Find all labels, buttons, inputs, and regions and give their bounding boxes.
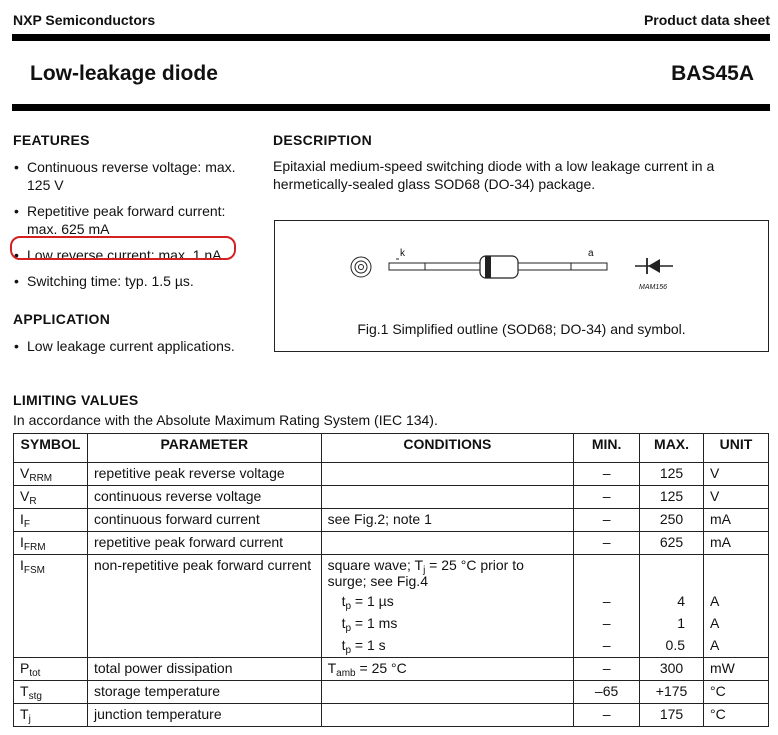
cell-conditions: [321, 532, 574, 555]
cell-min: –: [574, 613, 640, 635]
features-list: [13, 158, 253, 290]
cell-max: 250: [640, 509, 704, 532]
cell-unit: mA: [704, 509, 769, 532]
table-row: [14, 658, 769, 681]
end-view-middle-ring: [355, 261, 367, 273]
application-list: [13, 337, 263, 355]
cell-conditions: $t_p = 1$ µs: [321, 591, 574, 613]
description-section: [273, 132, 763, 193]
cell-min: –: [574, 591, 640, 613]
col-parameter: PARAMETER: [87, 434, 321, 463]
cell-unit: °C: [704, 704, 769, 727]
cell-unit: [704, 555, 769, 592]
cell-max: 300: [640, 658, 704, 681]
cell-max: 125: [640, 486, 704, 509]
cell-unit: A: [704, 635, 769, 658]
cathode-band: [485, 256, 491, 278]
cell-parameter: junction temperature: [87, 704, 321, 727]
feature-item: • Continuous reverse voltage: max. 125 V: [13, 158, 253, 194]
cell-symbol: $I_{FRM}$: [14, 532, 88, 555]
end-view-inner-ring: [359, 265, 364, 270]
cell-min: –: [574, 532, 640, 555]
cell-parameter: repetitive peak forward current: [87, 532, 321, 555]
cell-min: [574, 555, 640, 592]
cell-conditions: [321, 486, 574, 509]
cell-unit: V: [704, 486, 769, 509]
table-row: [14, 555, 769, 592]
table-subrow: [14, 613, 769, 635]
table-row: [14, 704, 769, 727]
cell-min: –65: [574, 681, 640, 704]
application-section: [13, 311, 263, 363]
cell-min: –: [574, 463, 640, 486]
cell-parameter: total power dissipation: [87, 658, 321, 681]
header-rule: [12, 34, 770, 41]
cell-conditions: $t_p = 1$ s: [321, 635, 574, 658]
cell-min: –: [574, 635, 640, 658]
description-heading: DESCRIPTION: [273, 132, 372, 148]
cell-symbol: $T_{stg}$: [14, 681, 88, 704]
cell-max: [640, 555, 704, 592]
cell-symbol: $P_{tot}$: [14, 658, 88, 681]
cell-unit: V: [704, 463, 769, 486]
application-item: • Low leakage current applications.: [13, 337, 263, 355]
application-heading: APPLICATION: [13, 311, 111, 327]
cell-max: 4: [640, 591, 704, 613]
col-max: MAX.: [640, 434, 704, 463]
table-row: [14, 463, 769, 486]
product-title: Low-leakage diode: [30, 62, 218, 85]
limiting-values-intro: In accordance with the Absolute Maximum Rating System (IEC 134).: [13, 412, 438, 428]
table-subrow: [14, 635, 769, 658]
title-rule: [12, 104, 770, 111]
cell-symbol: $T_j$: [14, 704, 88, 727]
highlight-annotation: [10, 236, 236, 260]
cell-min: –: [574, 486, 640, 509]
symbol-triangle: [648, 259, 660, 273]
cell-parameter: storage temperature: [87, 681, 321, 704]
lead-a-segment: [571, 263, 607, 270]
cell-symbol: $V_{RRM}$: [14, 463, 88, 486]
table-row: [14, 509, 769, 532]
cell-max: 175: [640, 704, 704, 727]
table-header-row: [14, 434, 769, 463]
cell-conditions: see Fig.2; note 1: [321, 509, 574, 532]
cell-parameter: non-repetitive peak forward current: [87, 555, 321, 592]
cell-unit: A: [704, 591, 769, 613]
col-min: MIN.: [574, 434, 640, 463]
col-unit: UNIT: [704, 434, 769, 463]
end-view-outer-ring: [351, 257, 371, 277]
cell-parameter: repetitive peak reverse voltage: [87, 463, 321, 486]
feature-item-highlighted: • Low reverse current: max. 1 nA: [13, 246, 253, 264]
cell-unit: mW: [704, 658, 769, 681]
figure-code: MAM156: [639, 284, 668, 291]
features-section: [13, 132, 253, 298]
document-type: Product data sheet: [643, 12, 770, 28]
cell-min: –: [574, 509, 640, 532]
feature-item: • Repetitive peak forward current: max. 625 mA: [13, 202, 253, 238]
label-a: a: [588, 248, 594, 259]
cell-conditions: [321, 463, 574, 486]
cell-unit: mA: [704, 532, 769, 555]
cell-min: –: [574, 704, 640, 727]
cell-max: +175: [640, 681, 704, 704]
feature-item: • Switching time: typ. 1.5 µs.: [13, 272, 253, 290]
col-symbol: SYMBOL: [14, 434, 88, 463]
cell-max: 0.5: [640, 635, 704, 658]
label-k: k: [400, 248, 405, 259]
part-number: BAS45A: [671, 62, 754, 85]
cell-conditions: square wave; $T_j = 25$ °C prior to surge; see Fig.4: [321, 555, 574, 592]
cell-unit: A: [704, 613, 769, 635]
cell-parameter: continuous forward current: [87, 509, 321, 532]
cell-symbol: $I_{FSM}$: [14, 555, 88, 592]
cell-conditions: $T_{amb} = 25$ °C: [321, 658, 574, 681]
company-name: NXP Semiconductors: [13, 12, 156, 28]
features-heading: FEATURES: [13, 132, 90, 148]
cell-symbol: $V_R$: [14, 486, 88, 509]
limiting-values-table: [13, 433, 769, 727]
figure-caption: Fig.1 Simplified outline (SOD68; DO-34) and symbol.: [357, 321, 686, 337]
cell-min: –: [574, 658, 640, 681]
table-row: [14, 486, 769, 509]
cell-max: 625: [640, 532, 704, 555]
lead-k-segment: [389, 263, 425, 270]
limiting-values-heading: LIMITING VALUES: [13, 392, 139, 408]
table-subrow: [14, 591, 769, 613]
cell-symbol: $I_F$: [14, 509, 88, 532]
cell-conditions: [321, 704, 574, 727]
cell-max: 1: [640, 613, 704, 635]
description-text: Epitaxial medium-speed switching diode with a low leakage current in a hermetically-sealed glass SOD68 (DO-34) package.: [273, 158, 715, 192]
cell-max: 125: [640, 463, 704, 486]
cell-conditions: $t_p = 1$ ms: [321, 613, 574, 635]
cell-parameter: continuous reverse voltage: [87, 486, 321, 509]
figure-box: [274, 220, 769, 352]
table-row: [14, 681, 769, 704]
cell-conditions: [321, 681, 574, 704]
table-row: [14, 532, 769, 555]
col-conditions: CONDITIONS: [321, 434, 574, 463]
cell-unit: °C: [704, 681, 769, 704]
